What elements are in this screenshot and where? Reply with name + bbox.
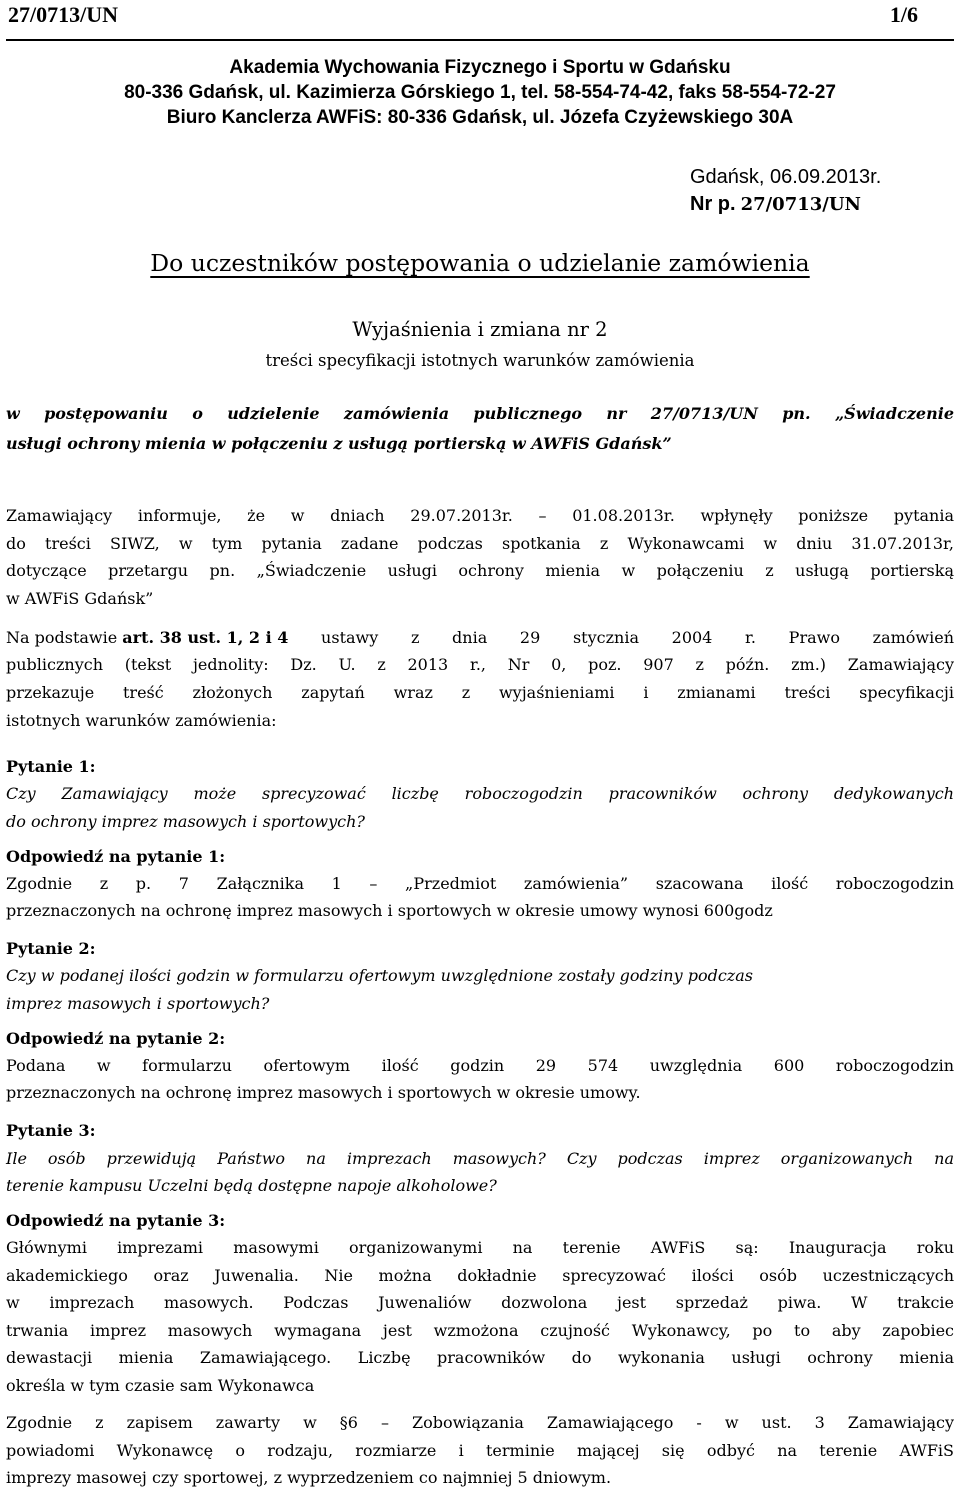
org-name: Akademia Wychowania Fizycznego i Sportu w Gdańsku xyxy=(229,57,731,78)
question-3-line-1: Ile osób przewidują Państwo na imprezach masowych? Czy podczas imprez organizowanych na xyxy=(6,1149,954,1168)
para2-text-a: Na podstawie xyxy=(6,628,123,647)
subtitle-secondary: treści specyfikacji istotnych warunków zamówienia xyxy=(265,351,695,370)
para2-line-4: istotnych warunków zamówienia: xyxy=(6,711,277,730)
document-date: Gdańsk, 06.09.2013r. xyxy=(690,166,882,188)
question-1-line-2: do ochrony imprez masowych i sportowych? xyxy=(6,812,365,831)
question-1-line-1: Czy Zamawiający może sprecyzować liczbę roboczogodzin pracowników ochrony dedykowanych xyxy=(6,784,954,803)
question-3-label: Pytanie 3: xyxy=(6,1121,96,1140)
answer-1-line-1: Zgodnie z p. 7 Załącznika 1 – „Przedmiot zamówienia” szacowana ilość roboczogodzin xyxy=(6,874,954,893)
question-3-line-2: terenie kampusu Uczelni będą dostępne napoje alkoholowe? xyxy=(6,1176,497,1195)
answer-1-line-2: przeznaczonych na ochronę imprez masowych i sportowych w okresie umowy wynosi 600godz xyxy=(6,901,773,920)
closing-line-1: Zgodnie z zapisem zawarty w §6 – Zobowiązania Zamawiającego - w ust. 3 Zamawiający xyxy=(6,1413,954,1432)
para2-text-c: ustawy z dnia 29 stycznia 2004 r. Prawo zamówień xyxy=(288,628,954,647)
answer-3-line-3: w imprezach masowych. Podczas Juwenaliów dozwolona jest sprzedaż piwa. W trakcie xyxy=(6,1293,954,1312)
answer-3-line-4: trwania imprez masowych wymagana jest wzmożona czujność Wykonawcy, po to aby zapobiec xyxy=(6,1321,954,1340)
para2-line-3: przekazuje treść złożonych zapytań wraz z wyjaśnieniami i zmianami treści specyfikacji xyxy=(6,683,954,702)
document-number-label: Nr p. xyxy=(690,193,736,215)
header-doc-ref: 27/0713/UN xyxy=(8,2,118,27)
intro-line-2: usługi ochrony mienia w połączeniu z usługą portierską w AWFiS Gdańsk” xyxy=(6,434,672,453)
document-number-value: 27/0713/UN xyxy=(740,194,862,215)
para1-line-2: do treści SIWZ, w tym pytania zadane podczas spotkania z Wykonawcami w dniu 31.07.2013r, xyxy=(6,534,954,553)
intro-line-1: w postępowaniu o udzielenie zamówienia publicznego nr 27/0713/UN pn. „Świadczenie xyxy=(6,404,954,423)
org-office: Biuro Kanclerza AWFiS: 80-336 Gdańsk, ul. Józefa Czyżewskiego 30A xyxy=(166,107,794,128)
closing-line-3: imprezy masowej czy sportowej, z wyprzedzeniem co najmniej 5 dniowym. xyxy=(6,1468,612,1487)
document-number xyxy=(690,193,861,216)
header-page-number: 1/6 xyxy=(889,2,918,27)
para2-line-1 xyxy=(6,627,954,649)
para2-legal-basis: art. 38 ust. 1, 2 i 4 xyxy=(122,628,289,647)
question-2-label: Pytanie 2: xyxy=(6,939,96,958)
answer-2-line-2: przeznaczonych na ochronę imprez masowych i sportowych w okresie umowy. xyxy=(6,1083,641,1102)
header-rule xyxy=(6,39,954,41)
answer-3-line-1: Głównymi imprezami masowymi organizowanymi na terenie AWFiS są: Inauguracja roku xyxy=(6,1238,954,1257)
para2-line-2: publicznych (tekst jednolity: Dz. U. z 2013 r., Nr 0, poz. 907 z późn. zm.) Zamawiający xyxy=(6,655,954,674)
para1-line-4: w AWFiS Gdańsk” xyxy=(6,589,154,608)
answer-3-line-5: dewastacji mienia Zamawiającego. Liczbę pracowników do wykonania usługi ochrony mienia xyxy=(6,1348,954,1367)
closing-line-2: powiadomi Wykonawcę o rodzaju, rozmiarze i terminie mającej się odbyć na terenie AWFiS xyxy=(6,1441,954,1460)
para1-line-3: dotyczące przetargu pn. „Świadczenie usługi ochrony mienia w połączeniu z usługą portierską xyxy=(6,561,954,580)
org-address: 80-336 Gdańsk, ul. Kazimierza Górskiego 1, tel. 58-554-74-42, faks 58-554-72-27 xyxy=(124,82,836,103)
answer-3-line-6: określa w tym czasie sam Wykonawca xyxy=(6,1376,315,1395)
para1-line-1: Zamawiający informuje, że w dniach 29.07.2013r. – 01.08.2013r. wpłynęły poniższe pytania xyxy=(6,506,954,525)
answer-2-label: Odpowiedź na pytanie 2: xyxy=(6,1029,226,1048)
question-1-label: Pytanie 1: xyxy=(6,757,96,776)
answer-2-line-1: Podana w formularzu ofertowym ilość godzin 29 574 uwzględnia 600 roboczogodzin xyxy=(6,1056,954,1075)
question-2-line-1: Czy w podanej ilości godzin w formularzu ofertowym uwzględnione zostały godziny podczas xyxy=(6,966,753,985)
answer-3-line-2: akademickiego oraz Juwenalia. Nie można dokładnie sprecyzować ilości osób uczestniczących xyxy=(6,1266,954,1285)
page-title: Do uczestników postępowania o udzielanie zamówienia xyxy=(150,249,810,277)
answer-1-label: Odpowiedź na pytanie 1: xyxy=(6,847,226,866)
answer-3-label: Odpowiedź na pytanie 3: xyxy=(6,1211,226,1230)
subtitle: Wyjaśnienia i zmiana nr 2 xyxy=(352,318,608,341)
question-2-line-2: imprez masowych i sportowych? xyxy=(6,994,270,1013)
